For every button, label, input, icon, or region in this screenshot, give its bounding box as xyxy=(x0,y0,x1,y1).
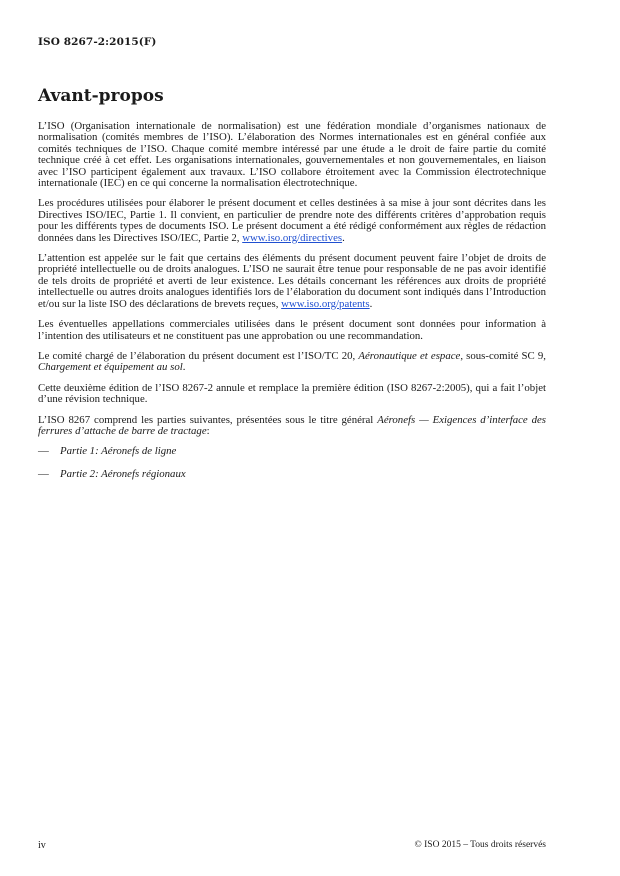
general-title: Aéronefs — Exigences d’interface des ferrures d’attache de barre de tractage xyxy=(38,413,546,437)
paragraph-end: : xyxy=(206,424,210,437)
paragraph-text: Les procédures utilisées pour élaborer le présent document et celles destinées à sa mise à jour sont décrites dans les Directives ISO/IEC, Partie 1. Il convient, en particulier de prendre note des différents critères d’approbation requis pour les différents types de documents ISO. Le présent document a été rédigé conformément aux règles de rédaction données dans les Directives ISO/IEC, Partie 2, xyxy=(38,197,546,244)
patents-link[interactable]: www.iso.org/patents xyxy=(281,297,370,310)
page-title: Avant-propos xyxy=(38,86,164,106)
paragraph-edition: Cette deuxième édition de l’ISO 8267-2 annule et remplace la première édition (ISO 8267-2:2005), qui a fait l’objet d’une révision technique. xyxy=(38,381,546,406)
paragraph-text: Le comité chargé de l’élaboration du présent document est l’ISO/TC 20, xyxy=(38,349,359,362)
copyright-notice: © ISO 2015 – Tous droits réservés xyxy=(414,840,546,850)
list-dash: — xyxy=(38,467,49,480)
document-reference: ISO 8267-2:2015(F) xyxy=(38,36,157,48)
foreword-body xyxy=(38,121,546,491)
list-item xyxy=(38,446,546,457)
page-number: iv xyxy=(38,840,46,851)
list-dash: — xyxy=(38,445,49,458)
list-item xyxy=(38,469,546,480)
paragraph-end: . xyxy=(182,361,186,374)
paragraph-text: , sous-comité SC 9, xyxy=(460,349,547,362)
part-label: Partie 2: Aéronefs régionaux xyxy=(60,467,186,480)
directives-link[interactable]: www.iso.org/directives xyxy=(242,231,343,244)
committee-title: Aéronautique et espace xyxy=(358,349,461,362)
paragraph-iso-intro: L’ISO (Organisation internationale de normalisation) est une fédération mondiale d’organismes nationaux de normalisation (comités membres de l’ISO). L’élaboration des Normes internationales est en général confiée aux comités techniques de l’ISO. Chaque comité membre intéressé par une étude a le droit de faire partie du comité technique créé à cet effet. Les organisations internationales, gouvernementales et non gouvernementales, en liaison avec l’ISO participent également aux travaux. L’ISO collabore étroitement avec la Commission électrotechnique internationale (IEC) en ce qui concerne la normalisation électrotechnique. xyxy=(38,120,546,190)
paragraph-parts-intro xyxy=(38,415,546,438)
part-label: Partie 1: Aéronefs de ligne xyxy=(60,445,177,458)
paragraph-end: . xyxy=(369,297,373,310)
paragraph-patents xyxy=(38,253,546,310)
paragraph-committee xyxy=(38,351,546,374)
parts-list xyxy=(38,446,546,480)
paragraph-text: L’attention est appelée sur le fait que certains des éléments du présent document peuvent faire l’objet de droits de propriété intellectuelle ou de droits analogues. L’ISO ne saurait être tenue pour responsable de ne pas avoir identifié de tels droits de propriété et averti de leur existence. Les détails concernant les références aux droits de propriété intellectuelle ou autres droits analogues identifiés lors de l’élaboration du document sont indiqués dans l’Introduction et/ou sur la liste ISO des déclarations de brevets reçues, xyxy=(38,252,546,310)
paragraph-end: . xyxy=(342,231,345,244)
paragraph-procedures xyxy=(38,198,546,244)
paragraph-trade-names: Les éventuelles appellations commerciales utilisées dans le présent document sont données pour information à l’intention des utilisateurs et ne constituent pas une approbation ou une recommandation. xyxy=(38,318,546,342)
paragraph-text: L’ISO 8267 comprend les parties suivantes, présentées sous le titre général xyxy=(38,413,378,426)
subcommittee-title: Chargement et équipement au sol xyxy=(38,361,183,374)
